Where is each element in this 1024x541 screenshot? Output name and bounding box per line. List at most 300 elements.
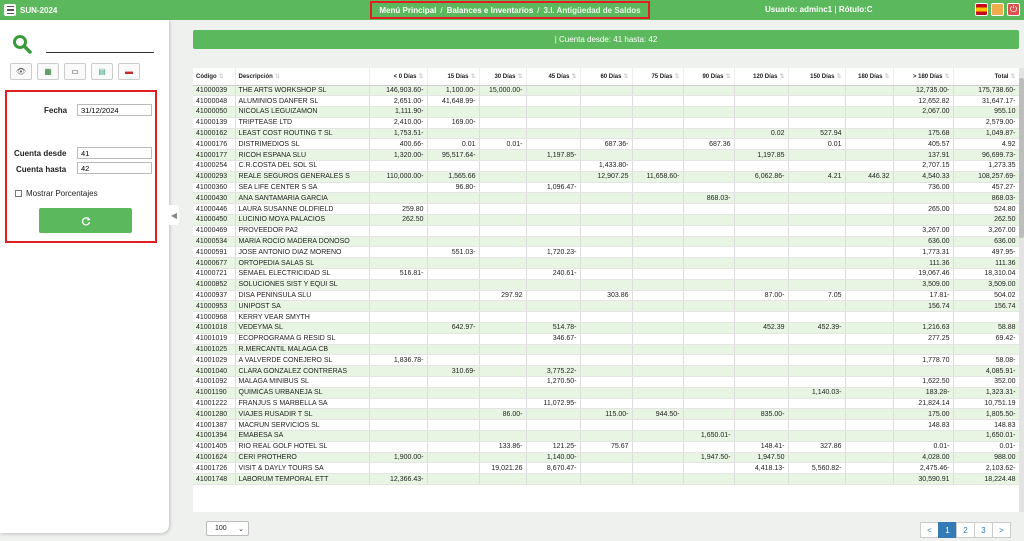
table-cell: [632, 85, 683, 96]
table-cell: 108,257.69-: [953, 171, 1019, 182]
table-cell: [427, 193, 479, 204]
table-cell: 41001394: [193, 431, 235, 442]
table-cell: [580, 150, 632, 161]
table-row[interactable]: [193, 323, 1019, 334]
table-cell: [479, 269, 526, 280]
table-cell: 15,000.00-: [479, 85, 526, 96]
refresh-button[interactable]: [39, 208, 132, 233]
table-cell: [632, 452, 683, 463]
table-cell: [788, 215, 845, 226]
table-cell: 642.97-: [427, 323, 479, 334]
table-cell: [788, 150, 845, 161]
table-row[interactable]: [193, 269, 1019, 280]
table-cell: RIO REAL GOLF HOTEL SL: [235, 441, 369, 452]
table-row[interactable]: [193, 301, 1019, 312]
column-header[interactable]: [427, 68, 479, 85]
table-cell: [845, 290, 893, 301]
column-header[interactable]: [526, 68, 580, 85]
sort-icon[interactable]: ⇅: [571, 73, 577, 80]
table-cell: [369, 431, 427, 442]
pdf-icon[interactable]: ▬: [118, 63, 140, 80]
table-cell: [683, 225, 734, 236]
checkbox-box[interactable]: [15, 190, 22, 197]
table-cell: 2,067.00: [893, 107, 953, 118]
table-cell: [479, 474, 526, 485]
table-cell: [427, 279, 479, 290]
table-cell: [734, 279, 788, 290]
table-row[interactable]: [193, 463, 1019, 474]
table-cell: 944.50-: [632, 409, 683, 420]
table-row[interactable]: [193, 355, 1019, 366]
table-cell: 41001726: [193, 463, 235, 474]
filter-form: [5, 90, 157, 243]
table-cell: ORTOPEDIA SALAS SL: [235, 258, 369, 269]
table-cell: [683, 279, 734, 290]
table-cell: [632, 204, 683, 215]
table-cell: [427, 312, 479, 323]
sort-icon[interactable]: ⇅: [674, 73, 680, 80]
table-cell: 1,111.90-: [369, 107, 427, 118]
table-cell: [845, 204, 893, 215]
table-cell: 110,000.00-: [369, 171, 427, 182]
table-row[interactable]: [193, 139, 1019, 150]
table-cell: 19,021.26: [479, 463, 526, 474]
table-row[interactable]: [193, 333, 1019, 344]
vertical-scrollbar[interactable]: [1019, 68, 1024, 512]
column-header[interactable]: [683, 68, 734, 85]
table-row[interactable]: [193, 193, 1019, 204]
range-info-bar: | Cuenta desde: 41 hasta: 42: [193, 30, 1019, 49]
table-cell: 8,670.47-: [526, 463, 580, 474]
table-cell: [526, 139, 580, 150]
sort-icon[interactable]: ⇅: [418, 73, 424, 80]
fecha-field[interactable]: [77, 104, 152, 116]
table-cell: [369, 161, 427, 172]
table-cell: [683, 474, 734, 485]
table-cell: 41000450: [193, 215, 235, 226]
table-cell: 504.02: [953, 290, 1019, 301]
table-cell: [734, 312, 788, 323]
table-cell: [683, 409, 734, 420]
sort-icon[interactable]: ⇅: [517, 73, 523, 80]
table-cell: [427, 290, 479, 301]
table-cell: [683, 161, 734, 172]
table-cell: LEAST COST ROUTING T SL: [235, 128, 369, 139]
table-cell: 5,560.82-: [788, 463, 845, 474]
table-cell: [580, 193, 632, 204]
table-cell: 41000176: [193, 139, 235, 150]
table-row[interactable]: [193, 420, 1019, 431]
table-cell: [632, 344, 683, 355]
breadcrumb-home[interactable]: Menú Principal: [379, 5, 437, 15]
table-row[interactable]: [193, 441, 1019, 452]
table-cell: 41001092: [193, 377, 235, 388]
sort-icon[interactable]: ⇅: [1010, 73, 1016, 80]
table-cell: [845, 333, 893, 344]
sort-icon[interactable]: ⇅: [944, 73, 950, 80]
table-cell: 95,517.64-: [427, 150, 479, 161]
table-cell: [632, 301, 683, 312]
column-header[interactable]: [893, 68, 953, 85]
tree-icon[interactable]: ▤: [91, 63, 113, 80]
table-cell: 0.01-: [893, 441, 953, 452]
table-cell: 1,323.31-: [953, 387, 1019, 398]
table-cell: [632, 128, 683, 139]
table-cell: TRIPTEASE LTD: [235, 117, 369, 128]
column-header-label: 180 Días: [858, 73, 883, 80]
table-cell: [632, 236, 683, 247]
table-cell: [734, 215, 788, 226]
table-cell: 1,622.50: [893, 377, 953, 388]
table-row[interactable]: [193, 161, 1019, 172]
table-cell: [479, 431, 526, 442]
table-row[interactable]: [193, 431, 1019, 442]
column-header[interactable]: [632, 68, 683, 85]
table-cell: [479, 387, 526, 398]
table-cell: 1,805.50-: [953, 409, 1019, 420]
sort-icon[interactable]: ⇅: [623, 73, 629, 80]
table-row[interactable]: [193, 96, 1019, 107]
table-cell: [526, 171, 580, 182]
column-header[interactable]: [580, 68, 632, 85]
table-row[interactable]: [193, 150, 1019, 161]
table-cell: LUCINIO MOYA PALACIOS: [235, 215, 369, 226]
search-input[interactable]: [46, 52, 154, 53]
column-header-label: 75 Días: [651, 73, 673, 80]
table-cell: [580, 323, 632, 334]
table-row[interactable]: [193, 344, 1019, 355]
table-cell: 10,751.19: [953, 398, 1019, 409]
table-cell: [845, 474, 893, 485]
table-cell: [788, 193, 845, 204]
flag-es-icon[interactable]: [975, 3, 988, 16]
table-cell: [683, 182, 734, 193]
table-cell: [632, 290, 683, 301]
table-cell: [526, 409, 580, 420]
table-cell: [734, 333, 788, 344]
search-icon[interactable]: [12, 34, 32, 54]
table-cell: [788, 161, 845, 172]
table-cell: [580, 344, 632, 355]
column-header-label: Código: [196, 73, 217, 80]
table-row[interactable]: [193, 204, 1019, 215]
table-cell: [580, 128, 632, 139]
table-cell: [427, 236, 479, 247]
table-cell: [845, 247, 893, 258]
table-row[interactable]: [193, 215, 1019, 226]
table-cell: [427, 431, 479, 442]
table-cell: [845, 215, 893, 226]
table-cell: 41001029: [193, 355, 235, 366]
sort-icon[interactable]: ⇅: [779, 73, 785, 80]
table-cell: [526, 312, 580, 323]
table-cell: [479, 193, 526, 204]
table-cell: [427, 128, 479, 139]
table-cell: [526, 301, 580, 312]
table-cell: [526, 344, 580, 355]
column-header-label: 150 Días: [810, 73, 835, 80]
table-cell: [788, 474, 845, 485]
table-cell: 346.67-: [526, 333, 580, 344]
scrollbar-thumb[interactable]: [1019, 78, 1024, 238]
table-cell: [845, 258, 893, 269]
table-cell: [788, 279, 845, 290]
percent-checkbox[interactable]: [15, 189, 98, 198]
table-cell: [427, 463, 479, 474]
table-row[interactable]: [193, 85, 1019, 96]
table-cell: [479, 171, 526, 182]
table-cell: [580, 117, 632, 128]
column-header-label: 60 Días: [600, 73, 622, 80]
column-header[interactable]: [845, 68, 893, 85]
table-row[interactable]: [193, 258, 1019, 269]
table-cell: [734, 398, 788, 409]
table-row[interactable]: [193, 182, 1019, 193]
table-cell: [893, 215, 953, 226]
column-header[interactable]: [953, 68, 1019, 85]
table-cell: [683, 117, 734, 128]
table-cell: [734, 366, 788, 377]
table-row[interactable]: [193, 387, 1019, 398]
table-row[interactable]: [193, 225, 1019, 236]
table-cell: 3,267.00: [953, 225, 1019, 236]
table-cell: [580, 474, 632, 485]
table-cell: [580, 236, 632, 247]
table-cell: 2,707.15: [893, 161, 953, 172]
table-cell: [788, 258, 845, 269]
table-cell: 1,320.00-: [369, 150, 427, 161]
column-header[interactable]: [369, 68, 427, 85]
cuenta-desde-field[interactable]: [77, 147, 152, 159]
table-cell: [526, 85, 580, 96]
table-cell: 0.01: [427, 139, 479, 150]
table-cell: [479, 128, 526, 139]
table-cell: [526, 236, 580, 247]
breadcrumb-separator: /: [537, 5, 540, 15]
sort-icon[interactable]: ⇅: [836, 73, 842, 80]
table-cell: [845, 193, 893, 204]
refresh-icon: [81, 216, 91, 226]
table-cell: 156.74: [893, 301, 953, 312]
table-cell: 69.42-: [953, 333, 1019, 344]
table-cell: 452.39-: [788, 323, 845, 334]
table-row[interactable]: [193, 474, 1019, 485]
table-cell: [683, 236, 734, 247]
table-row[interactable]: [193, 117, 1019, 128]
cuenta-hasta-field[interactable]: [77, 162, 152, 174]
sort-icon[interactable]: ⇅: [470, 73, 476, 80]
table-row[interactable]: [193, 377, 1019, 388]
column-header[interactable]: [193, 68, 235, 85]
breadcrumb-section[interactable]: Balances e Inventarios: [446, 5, 534, 15]
table-cell: [580, 431, 632, 442]
table-row[interactable]: [193, 279, 1019, 290]
table-cell: 11,658.60-: [632, 171, 683, 182]
table-cell: [369, 323, 427, 334]
table-cell: 175.00: [893, 409, 953, 420]
table-cell: [580, 312, 632, 323]
table-cell: 7.05: [788, 290, 845, 301]
column-header[interactable]: [734, 68, 788, 85]
table-cell: 175,738.60-: [953, 85, 1019, 96]
table-cell: [788, 312, 845, 323]
table-cell: 12,366.43-: [369, 474, 427, 485]
table-cell: [788, 182, 845, 193]
table-cell: 527.94: [788, 128, 845, 139]
table-cell: [479, 301, 526, 312]
table-cell: 1,197.85: [734, 150, 788, 161]
table-cell: [427, 215, 479, 226]
table-cell: [632, 193, 683, 204]
table-cell: 41001025: [193, 344, 235, 355]
table-row[interactable]: [193, 452, 1019, 463]
table-cell: [526, 431, 580, 442]
column-header-label: < 0 Días: [393, 73, 417, 80]
table-cell: 41001040: [193, 366, 235, 377]
table-cell: [683, 344, 734, 355]
eye-icon[interactable]: 👁: [10, 63, 32, 80]
table-cell: [526, 117, 580, 128]
table-cell: [479, 236, 526, 247]
page-button[interactable]: 1: [938, 522, 957, 538]
table-cell: 115.00-: [580, 409, 632, 420]
table-cell: 17.81-: [893, 290, 953, 301]
table-cell: [580, 355, 632, 366]
column-header[interactable]: [788, 68, 845, 85]
table-cell: [526, 204, 580, 215]
table-row[interactable]: [193, 128, 1019, 139]
table-cell: [845, 225, 893, 236]
table-cell: 955.10: [953, 107, 1019, 118]
table-cell: 6,062.86-: [734, 171, 788, 182]
table-cell: [788, 377, 845, 388]
table-cell: [845, 323, 893, 334]
table-row[interactable]: [193, 236, 1019, 247]
page-size-select[interactable]: [206, 521, 249, 536]
table-cell: 1,273.35: [953, 161, 1019, 172]
table-cell: 41001748: [193, 474, 235, 485]
table-cell: 1,778.70: [893, 355, 953, 366]
table-cell: [632, 312, 683, 323]
table-cell: 457.27-: [953, 182, 1019, 193]
page-button[interactable]: 3: [974, 522, 993, 538]
table-cell: [632, 355, 683, 366]
table-cell: [632, 387, 683, 398]
column-header[interactable]: [479, 68, 526, 85]
table-row[interactable]: [193, 171, 1019, 182]
sort-icon[interactable]: ⇅: [725, 73, 731, 80]
table-cell: [479, 150, 526, 161]
sort-icon[interactable]: ⇅: [274, 73, 280, 80]
table-cell: 41001018: [193, 323, 235, 334]
prev-page-button[interactable]: <: [920, 522, 939, 538]
table-row[interactable]: [193, 312, 1019, 323]
user-info: Usuario: adminc1 | Rótulo:C: [765, 5, 873, 14]
table-row[interactable]: [193, 247, 1019, 258]
table-cell: [845, 377, 893, 388]
table-cell: [580, 452, 632, 463]
table-cell: [734, 420, 788, 431]
table-cell: 41000177: [193, 150, 235, 161]
print-icon[interactable]: ▭: [64, 63, 86, 80]
table-cell: 137.91: [893, 150, 953, 161]
menu-icon[interactable]: [4, 4, 16, 16]
table-cell: [580, 225, 632, 236]
table-cell: 169.00-: [427, 117, 479, 128]
table-cell: 146,903.60-: [369, 85, 427, 96]
table-cell: 400.66-: [369, 139, 427, 150]
table-cell: 497.95-: [953, 247, 1019, 258]
table-cell: 1,100.00-: [427, 85, 479, 96]
table-cell: 4,085.91-: [953, 366, 1019, 377]
table-cell: [734, 161, 788, 172]
table-cell: A VALVERDE CONEJERO SL: [235, 355, 369, 366]
table-cell: [526, 355, 580, 366]
table-cell: [788, 236, 845, 247]
table-row[interactable]: [193, 398, 1019, 409]
table-cell: [427, 333, 479, 344]
table-cell: 12,907.25: [580, 171, 632, 182]
table-row[interactable]: [193, 409, 1019, 420]
excel-icon[interactable]: ▦: [37, 63, 59, 80]
table-cell: 41000953: [193, 301, 235, 312]
table-cell: 988.00: [953, 452, 1019, 463]
table-cell: [526, 420, 580, 431]
table-cell: 41000852: [193, 279, 235, 290]
table-cell: [479, 117, 526, 128]
print-icon[interactable]: [991, 3, 1004, 16]
table-cell: 303.86: [580, 290, 632, 301]
column-header[interactable]: [235, 68, 369, 85]
table-cell: [427, 225, 479, 236]
page-button[interactable]: 2: [956, 522, 975, 538]
table-cell: [580, 107, 632, 118]
table-cell: [683, 377, 734, 388]
sort-icon[interactable]: ⇅: [884, 73, 890, 80]
table-row[interactable]: [193, 366, 1019, 377]
table-cell: 156.74: [953, 301, 1019, 312]
table-cell: [369, 420, 427, 431]
table-cell: [845, 463, 893, 474]
sort-icon[interactable]: ⇅: [218, 73, 224, 80]
power-icon[interactable]: ⏻: [1007, 3, 1020, 16]
table-cell: 41000430: [193, 193, 235, 204]
table-cell: 30,590.91: [893, 474, 953, 485]
table-cell: [683, 420, 734, 431]
table-cell: [427, 204, 479, 215]
chevron-left-icon[interactable]: ◀: [169, 205, 179, 225]
table-cell: [580, 269, 632, 280]
table-cell: [580, 85, 632, 96]
table-row[interactable]: [193, 290, 1019, 301]
table-row[interactable]: [193, 107, 1019, 118]
table-cell: [427, 344, 479, 355]
table-cell: [683, 463, 734, 474]
table-cell: [580, 377, 632, 388]
table-cell: LABORUM TEMPORAL ETT: [235, 474, 369, 485]
table-cell: [526, 474, 580, 485]
next-page-button[interactable]: >: [992, 522, 1011, 538]
table-cell: 1,650.01-: [953, 431, 1019, 442]
table-cell: 297.92: [479, 290, 526, 301]
table-cell: 1,836.78-: [369, 355, 427, 366]
table-cell: [526, 225, 580, 236]
table-cell: [479, 333, 526, 344]
table-cell: 148.41-: [734, 441, 788, 452]
table-cell: [788, 431, 845, 442]
table-cell: SOLUCIONES SIST Y EQUI SL: [235, 279, 369, 290]
table-cell: [526, 107, 580, 118]
